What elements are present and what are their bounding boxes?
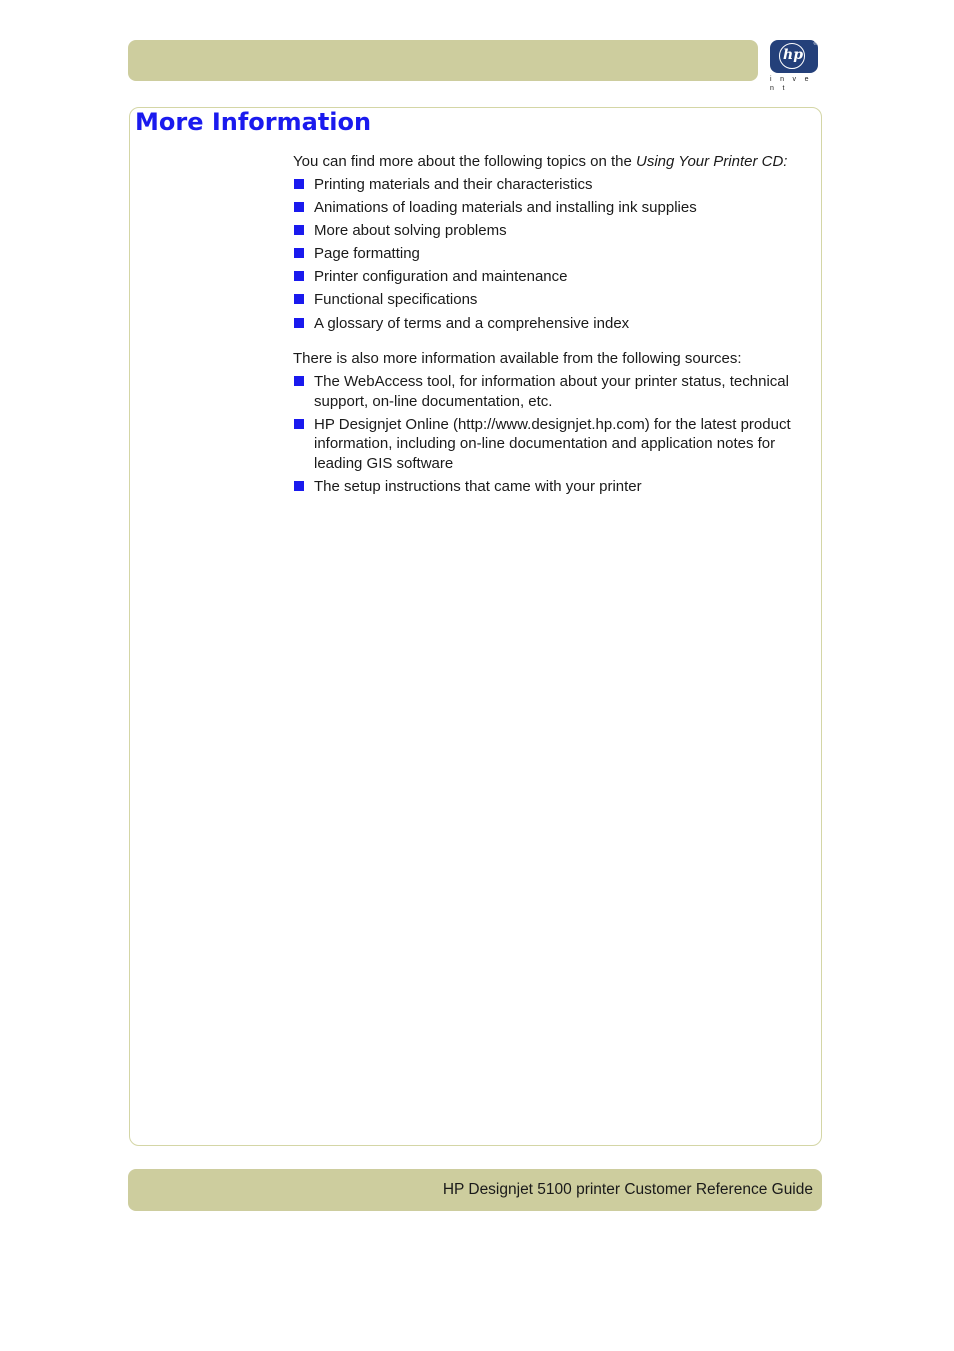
list-item-text: Animations of loading materials and installing ink supplies (314, 199, 697, 217)
header-bar (128, 40, 758, 81)
list-item-text: Printing materials and their characteristics (314, 176, 593, 193)
list-item (293, 198, 818, 218)
list-item (293, 290, 818, 310)
list-item-text: Page formatting (314, 245, 420, 263)
cd-topics-list (293, 175, 818, 333)
list-item (293, 314, 818, 334)
list-item-text: More about solving problems (314, 222, 507, 240)
list-item-text: Functional specifications (314, 291, 478, 309)
list-item (293, 477, 818, 497)
sources-intro: There is also more information available from the following sources: (293, 350, 742, 368)
list-item (293, 175, 818, 195)
list-item (293, 415, 818, 474)
list-item-text: Printer configuration and maintenance (314, 268, 568, 286)
page-title: More Information (135, 108, 372, 136)
hp-logo-tagline: i n v e n t (770, 76, 812, 92)
list-item-text: A glossary of terms and a comprehensive index (314, 314, 630, 332)
hp-logo (768, 40, 822, 92)
list-item-text: The setup instructions that came with your printer (314, 477, 642, 495)
hp-logo-mark: hp (783, 47, 803, 63)
square-bullet-icon (294, 481, 304, 491)
intro-paragraph (293, 152, 818, 172)
intro-text: You can find more about the following topics on the (293, 153, 637, 170)
list-item (293, 267, 818, 287)
guide-title: HP Designjet 5100 printer Customer Reference Guide (442, 1181, 813, 1198)
hp-logo-icon (770, 40, 818, 73)
body-text (293, 152, 818, 500)
square-bullet-icon (294, 248, 304, 258)
list-item (293, 221, 818, 241)
square-bullet-icon (294, 179, 304, 189)
registered-mark: ® (813, 41, 818, 47)
list-item (293, 372, 818, 411)
cd-title: Using Your Printer CD: (636, 153, 788, 170)
list-item-text: The WebAccess tool, for information about your printer status, technical support, on-line documentation, etc. (314, 373, 789, 410)
sources-list (293, 372, 818, 496)
square-bullet-icon (294, 419, 304, 429)
square-bullet-icon (294, 376, 304, 386)
footer-bar (128, 1169, 822, 1211)
list-item-text: HP Designjet Online (http://www.designjet.hp.com) for the latest product information, including on-line documentation and application notes for leading GIS software (314, 415, 791, 472)
square-bullet-icon (294, 271, 304, 281)
square-bullet-icon (294, 294, 304, 304)
square-bullet-icon (294, 202, 304, 212)
square-bullet-icon (294, 318, 304, 328)
square-bullet-icon (294, 225, 304, 235)
list-item (293, 244, 818, 264)
